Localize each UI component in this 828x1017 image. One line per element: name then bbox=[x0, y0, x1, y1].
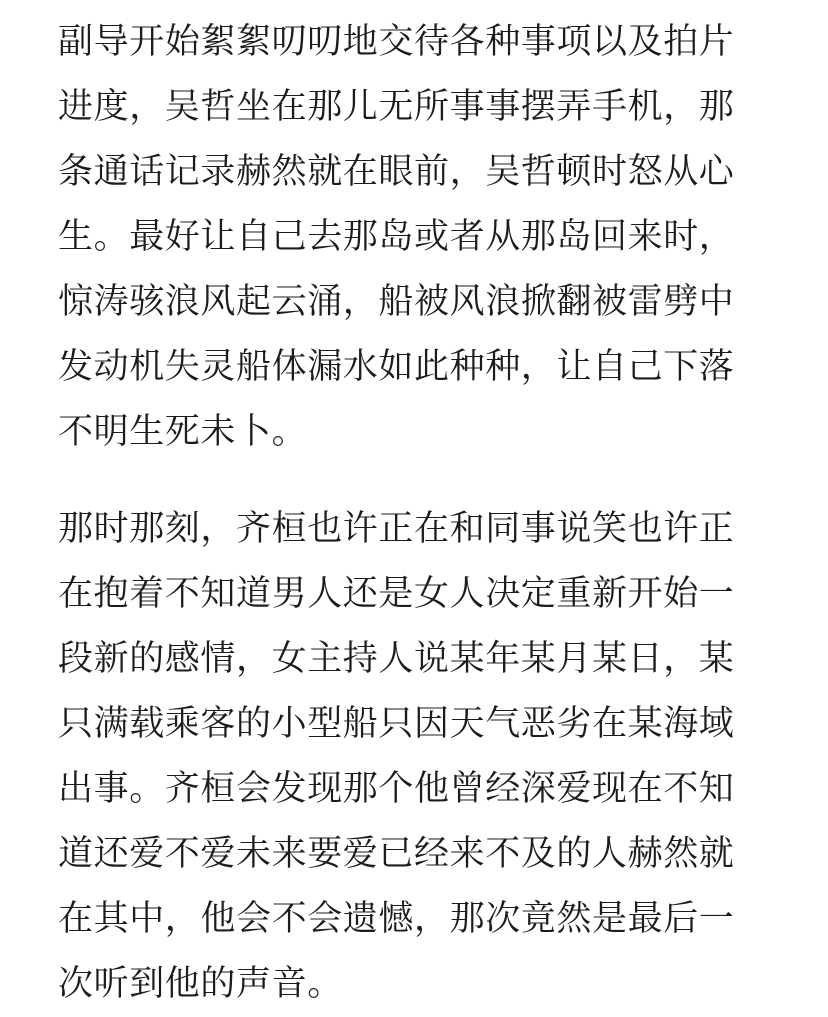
text-line: 生。最好让自己去那岛或者从那岛回来时， bbox=[58, 217, 735, 257]
text-line: 只满载乘客的小型船只因天气恶劣在某海域 bbox=[58, 704, 735, 744]
text-line: 进度，吴哲坐在那儿无所事事摆弄手机，那 bbox=[58, 87, 735, 127]
text-line: 副导开始絮絮叨叨地交待各种事项以及拍片 bbox=[58, 22, 735, 62]
text-line: 在抱着不知道男人还是女人决定重新开始一 bbox=[58, 574, 735, 614]
text-line: 次听到他的声音。 bbox=[58, 964, 343, 1004]
paragraph-2 bbox=[58, 497, 788, 1017]
text-line: 惊涛骇浪风起云涌，船被风浪掀翻被雷劈中 bbox=[58, 282, 735, 322]
text-line: 那时那刻，齐桓也许正在和同事说笑也许正 bbox=[58, 509, 735, 549]
text-line: 条通话记录赫然就在眼前，吴哲顿时怒从心 bbox=[58, 152, 735, 192]
text-line: 在其中，他会不会遗憾，那次竟然是最后一 bbox=[58, 899, 735, 939]
text-line: 不明生死未卜。 bbox=[58, 412, 308, 452]
text-line: 道还爱不爱未来要爱已经来不及的人赫然就 bbox=[58, 834, 735, 874]
text-line: 出事。齐桓会发现那个他曾经深爱现在不知 bbox=[58, 769, 735, 809]
text-line: 发动机失灵船体漏水如此种种，让自己下落 bbox=[58, 347, 735, 387]
text-line: 段新的感情，女主持人说某年某月某日，某 bbox=[58, 639, 735, 679]
paragraph-1 bbox=[58, 0, 788, 465]
